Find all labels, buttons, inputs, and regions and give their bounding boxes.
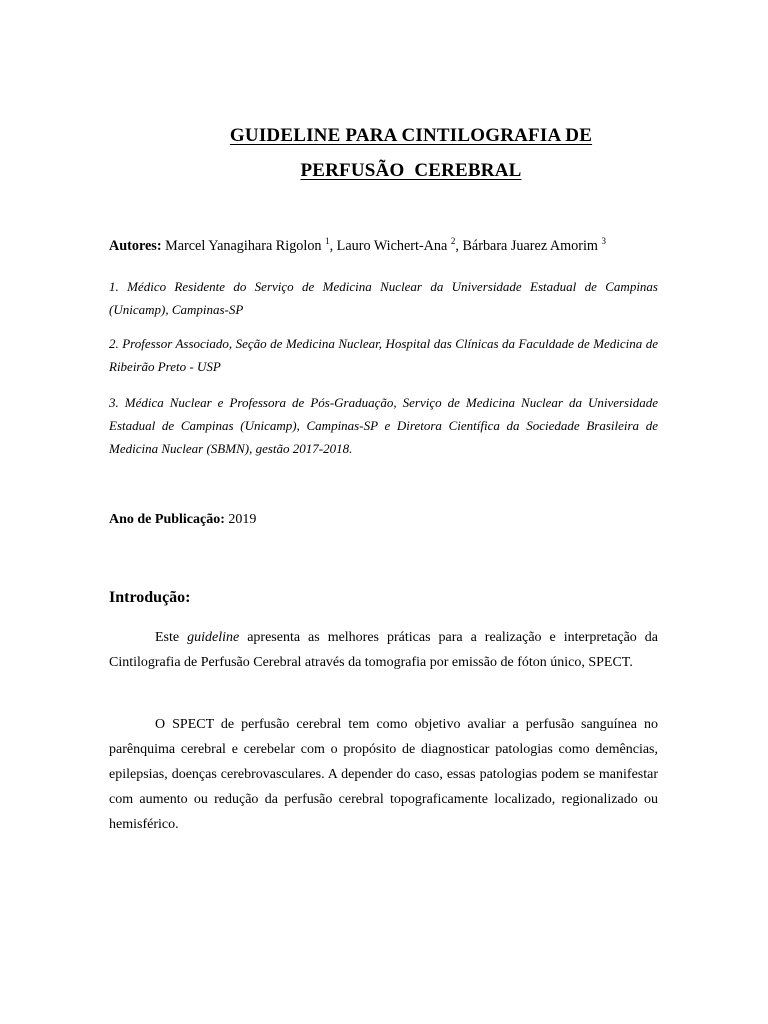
publication-year-line [109, 512, 256, 528]
author-2: Lauro Wichert-Ana [336, 238, 448, 254]
author-1-superscript: 1 [325, 236, 330, 246]
publication-year-value: 2019 [228, 512, 257, 527]
introduction-paragraph-1 [109, 625, 658, 675]
author-3-superscript: 3 [601, 236, 607, 246]
affiliation-1: 1. Médico Residente do Serviço de Medicina Nuclear da Universidade Estadual de Campinas (Unicamp), Campinas-SP [109, 279, 658, 317]
affiliation-2: 2. Professor Associado, Seção de Medicina Nuclear, Hospital das Clínicas da Faculdade de Medicina de Ribeirão Preto - USP [109, 336, 658, 374]
author-2-superscript: 2 [450, 236, 456, 246]
authors-line: Autores: Marcel Yanagihara Rigolon $^1$, Lauro Wichert-Ana $^2$, Bárbara Juarez Amorim $^3$ [109, 236, 607, 254]
document-title-line-2: PERFUSÃO CEREBRAL [300, 160, 522, 181]
paragraph-1-text-end: apresenta as melhores práticas para a realização e interpretação da Cintilografia de Perfusão Cerebral através da tomografia por emissão de fóton único, SPECT. [109, 630, 658, 670]
publication-year-label: Ano de Publicação: [109, 512, 225, 527]
introduction-paragraph-2: O SPECT de perfusão cerebral tem como objetivo avaliar a perfusão sanguínea no parênquima cerebral e cerebelar com o propósito de diagnosticar patologias como demências, epilepsias, doenças cerebrovasculares. A depender do caso, essas patologias podem se manifestar com aumento ou redução da perfusão cerebral topograficamente localizado, regionalizado ou hemisférico. [109, 717, 658, 832]
affiliation-3: 3. Médica Nuclear e Professora de Pós-Graduação, Serviço de Medicina Nuclear da Universidade Estadual de Campinas (Unicamp), Campinas-SP e Diretora Científica da Sociedade Brasileira de Medicina Nuclear (SBMN), gestão 2017-2018. [109, 395, 658, 456]
introduction-heading: Introdução: [109, 589, 191, 606]
paragraph-1-text-start: Este [155, 630, 188, 645]
author-1: Marcel Yanagihara Rigolon [165, 238, 322, 254]
author-3: Bárbara Juarez Amorim [462, 238, 598, 254]
authors-label: Autores: [109, 238, 162, 254]
document-title-line-1: GUIDELINE PARA CINTILOGRAFIA DE [229, 125, 593, 146]
paragraph-1-italic-term: guideline [187, 630, 240, 645]
